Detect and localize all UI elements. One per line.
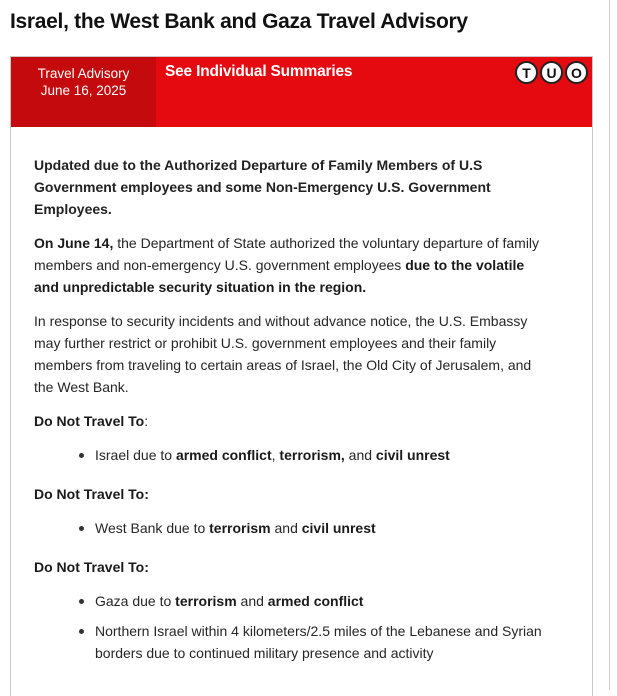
advisory-date: June 16, 2025 [40, 83, 127, 98]
list-item: Northern Israel within 4 kilometers/2.5 miles of the Lebanese and Syrian borders due to continued military presence and activity [95, 620, 551, 664]
item-text: Gaza due to [95, 593, 176, 609]
do-not-travel-label: Do Not Travel To [34, 413, 145, 429]
advisory-banner [11, 57, 592, 127]
list-item [95, 444, 551, 466]
gaza-north-risk-list [34, 590, 551, 664]
departure-text: the Department of State authorized the voluntary departure of family members and non-emergency U.S. government employees [34, 235, 540, 273]
risk-term: civil unrest [301, 520, 376, 536]
do-not-travel-heading [34, 556, 551, 578]
do-not-travel-heading [34, 483, 551, 505]
israel-risk-list [34, 444, 551, 466]
item-text: West Bank due to [95, 520, 210, 536]
risk-term: terrorism [175, 593, 237, 609]
departure-date: On June 14, [34, 235, 114, 251]
civil-unrest-indicator-icon[interactable]: U [540, 61, 563, 84]
do-not-travel-label: Do Not Travel To: [34, 486, 149, 502]
risk-term: terrorism, [279, 447, 345, 463]
risk-term: civil unrest [375, 447, 450, 463]
advisory-card [10, 56, 593, 696]
item-text: and [344, 447, 376, 463]
advisory-date-block [11, 57, 156, 127]
list-item [95, 517, 551, 539]
item-text: Israel due to [95, 447, 176, 463]
page-title: Israel, the West Bank and Gaza Travel Advisory [10, 10, 468, 33]
do-not-travel-label: Do Not Travel To: [34, 559, 149, 575]
departure-paragraph [34, 232, 551, 298]
risk-term: terrorism [209, 520, 271, 536]
west-bank-risk-list [34, 517, 551, 539]
advisory-body [11, 127, 551, 664]
item-text: , [271, 447, 280, 463]
restriction-paragraph: In response to security incidents and without advance notice, the U.S. Embassy may further restrict or prohibit U.S. government employees and their family members from traveling to certain areas of Israel, the Old City of Jerusalem, and the West Bank. [34, 313, 532, 395]
terrorism-indicator-icon[interactable]: T [515, 61, 538, 84]
risk-term: armed conflict [175, 447, 272, 463]
advisory-label: Travel Advisory [37, 66, 130, 81]
see-summaries-link[interactable]: See Individual Summaries [165, 63, 353, 80]
risk-term: armed conflict [267, 593, 364, 609]
list-item [95, 590, 551, 612]
risk-indicator-icons [515, 61, 588, 84]
page-divider [609, 0, 610, 690]
heading-colon: : [144, 413, 149, 429]
departure-reason: due to the volatile and unpredictable security situation in the region. [34, 257, 525, 295]
do-not-travel-heading [34, 410, 551, 432]
other-risk-indicator-icon[interactable]: O [565, 61, 588, 84]
update-notice: Updated due to the Authorized Departure of Family Members of U.S Government employees and some Non-Emergency U.S. Government Employees. [34, 157, 491, 217]
item-text: and [270, 520, 302, 536]
item-text: and [236, 593, 268, 609]
